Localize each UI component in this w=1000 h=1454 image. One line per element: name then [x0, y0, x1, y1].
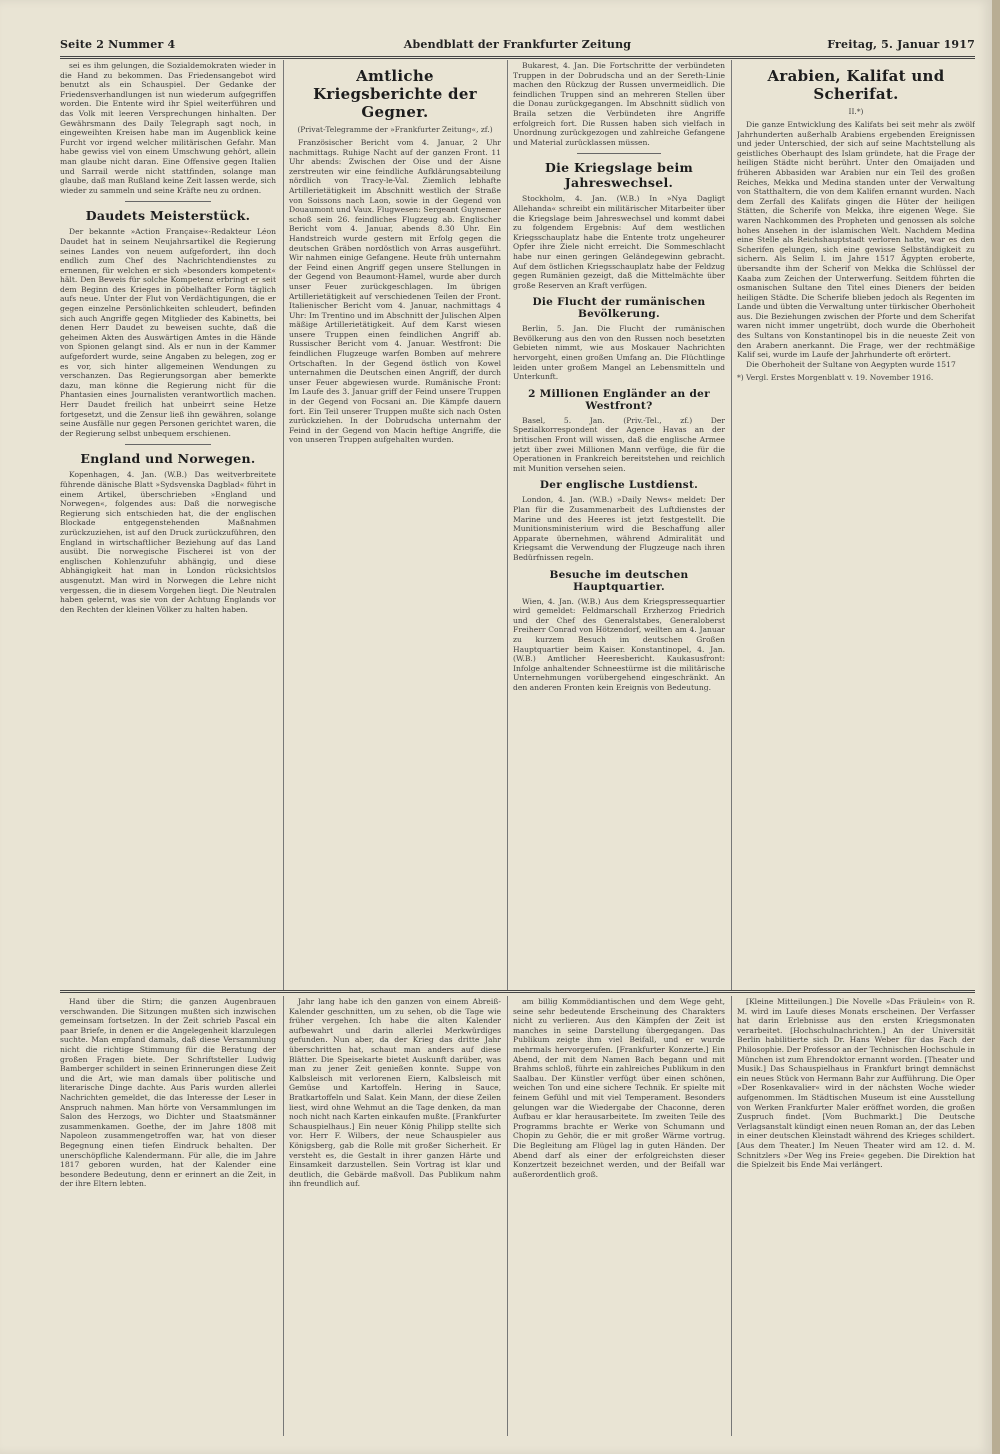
article-title-kriegsberichte: Amtliche Kriegsberichte der Gegner. [313, 67, 477, 121]
feuilleton-body-3: am billig Kommödiantischen und dem Wege geht, seine sehr bedeutende Erscheinung des Charakters nicht zu verlieren. Aus den Kämpfen der Zeit ist manches in seine Darstellung übergegangen. Das Publikum zeigte ihm viel Beifall, und er wurde mehrmals hervorgerufen. [Frankfurter Konzerte.] Ein Abend, der mit dem Namen Bach begann und mit Brahms schloß, führte ein zahlreiches Publikum in den Saalbau. Der Künstler verfügt über einen schönen, weichen Ton und eine sichere Technik. Er spielte mit feinem Gefühl und mit viel Temperament. Besonders gelungen war die Wiedergabe der Chaconne, deren Aufbau er klar herausarbeitete. Im zweiten Teile des Programms brachte er Werke von Schumann und Chopin zu Gehör, die er mit großer Wärme vortrug. Die Begleitung am Flügel lag in guten Händen. Der Abend darf als einer der erfolgreichsten dieser Konzertzeit bezeichnet werden, und der Beifall war außerordentlich groß. [513, 997, 725, 1179]
column-divider [283, 60, 284, 990]
feuilleton-column-1 [60, 997, 276, 1437]
article-title-flucht: Die Flucht der rumänischen Bevölkerung. [532, 296, 706, 321]
feuilleton-column-2 [289, 997, 501, 1437]
column-1 [60, 61, 276, 989]
article-body-hauptquartier: Wien, 4. Jan. (W.B.) Aus dem Kriegspressequartier wird gemeldet: Feldmarschall Erzherzog Friedrich und der Chef des Generalstabes, Generaloberst Freiherr Conrad von Hötzendorf, weilten am 4. Januar zu kurzem Besuch im deutschen Großen Hauptquartier beim Kaiser. Konstantinopel, 4. Jan. (W.B.) Amtlicher Heeresbericht. Kaukasusfront: Infolge anhaltender Schneestürme ist die militärische Unternehmungen vorübergehend eingeschränkt. An den anderen Fronten kein Ereignis von Bedeutung. [513, 596, 725, 692]
article-separator [125, 201, 211, 202]
article-title-kriegslage: Die Kriegslage beim Jahreswechsel. [544, 160, 694, 191]
article-continuation-front: Bukarest, 4. Jan. Die Fortschritte der verbündeten Truppen in der Dobrudscha und an der Sereth-Linie machen den Rückzug der Russen unvermeidlich. Die feindlichen Truppen sind an mehreren Stellen über die Donau zurückgegangen. Im Abschnitt südlich von Braila setzen die Verbündeten ihre Angriffe erfolgreich fort. Die Russen haben sich vielfach in Unordnung zurückgezogen und zahlreiche Gefangene und Material zurücklassen müssen. [513, 61, 725, 147]
article-title-hauptquartier: Besuche im deutschen Hauptquartier. [549, 568, 689, 593]
article-title-arabien: Arabien, Kalifat und Scherifat. [767, 67, 945, 103]
article-title-millionen: 2 Millionen Engländer an der Westfront? [528, 387, 710, 412]
page-header [60, 38, 975, 56]
column-divider [507, 60, 508, 990]
article-body-flucht: Berlin, 5. Jan. Die Flucht der rumänischen Bevölkerung aus den von den Russen noch besetzten Gebieten nimmt, wie aus Moskauer Nachrichten hervorgeht, einen großen Umfang an. Die Flüchtlinge leiden unter großem Mangel an Lebensmitteln und Unterkunft. [513, 324, 725, 382]
column-2 [289, 61, 501, 989]
article-body-lustdienst: London, 4. Jan. (W.B.) »Daily News« meldet: Der Plan für die Zusammenarbeit des Luftdienstes der Marine und des Heeres ist jetzt festgestellt. Die Munitionsministerium wird die Beschaffung aller Apparate übernehmen, während Admiralität und Kriegsamt die Verwendung der Flugzeuge nach ihren Bedürfnissen regeln. [513, 495, 725, 562]
article-separator [577, 153, 662, 154]
feuilleton-column-4 [737, 997, 975, 1437]
header-page-number: Seite 2 Nummer 4 [60, 38, 176, 51]
feuilleton-rule [60, 990, 975, 991]
header-date: Freitag, 5. Januar 1917 [827, 38, 975, 51]
article-title-lustdienst: Der englische Lustdienst. [539, 479, 699, 492]
column-divider [731, 60, 732, 990]
article-body-kriegsberichte: Französischer Bericht vom 4. Januar, 2 Uhr nachmittags. Ruhige Nacht auf der ganzen Front. 11 Uhr abends: Zwischen der Oise und der Aisne zerstreuten wir eine feindliche Aufklärungsabteilung nördlich von Tracy-le-Val. Ziemlich lebhafte Artillerietätigkeit im Abschnitt westlich der Straße von Soissons nach Laon, sowie in der Gegend von Douaumont und Vaux. Flugwesen: Sergeant Guynemer schoß sein 26. feindliches Flugzeug ab. Englischer Bericht vom 4. Januar, abends 8.30 Uhr. Ein Handstreich wurde gestern mit Erfolg gegen die deutschen Gräben nordöstlich von Arras ausgeführt. Wir nahmen einige Gefangene. Heute früh unternahm der Feind einen Angriff gegen unsere Stellungen in der Gegend von Beaumont-Hamel, wurde aber durch unser Feuer zurückgeschlagen. Im übrigen Artillerietätigkeit auf verschiedenen Teilen der Front. Italienischer Bericht vom 4. Januar, nachmittags 4 Uhr: Im Trentino und im Abschnitt der Julischen Alpen mäßige Artillerietätigkeit. Auf dem Karst wiesen unsere Truppen einen feindlichen Angriff ab. Russischer Bericht vom 4. Januar. Westfront: Die feindlichen Flugzeuge warfen Bomben auf mehrere Ortschaften. In der Gegend östlich von Kowel unternahmen die Deutschen einen Angriff, der durch unser Feuer abgewiesen wurde. Rumänische Front: Im Laufe des 3. Januar griff der Feind unsere Truppen in der Gegend von Focsani an. Die Kämpfe dauern fort. Ein Teil unserer Truppen mußte sich nach Osten zurückziehen. In der Dobrudscha unternahm der Feind in der Gegend von Macin heftige Angriffe, die von unseren Truppen aufgehalten wurden. [289, 138, 501, 445]
column-divider [507, 996, 508, 1436]
article-body-kriegslage: Stockholm, 4. Jan. (W.B.) In »Nya Dagligt Allehanda« schreibt ein militärischer Mitarbeiter über die Kriegslage beim Jahreswechsel und kommt dabei zu folgendem Ergebnis: Auf dem westlichen Kriegsschauplatz habe die Entente trotz ungeheurer Opfer ihre Ziele nicht erreicht. Die Sommeschlacht habe nur einen geringen Geländegewinn gebracht. Auf dem östlichen Kriegsschauplatz habe der Feldzug gegen Rumänien gezeigt, daß die Mittelmächte über große Reserven an Kraft verfügen. [513, 194, 725, 290]
column-divider [731, 996, 732, 1436]
article-subtitle-kriegsberichte: (Privat-Telegramme der »Frankfurter Zeitung«, zf.) [297, 125, 493, 134]
column-4 [737, 61, 975, 989]
article-body-arabien: Die ganze Entwicklung des Kalifats bei seit mehr als zwölf Jahrhunderten außerhalb Arabiens ergebenden Ereignissen und jeder Unterschied, der sich auf seine Machtstellung als geistliches Oberhaupt des Islam gründete, hat die Frage der heiligen Städte nicht berührt. Unter den Omaijaden und früheren Abbasiden war Arabien nur ein Teil des großen Reiches, Mekka und Medina standen unter der Verwaltung von Statthaltern, die von dem Kalifen ernannt wurden. Nach dem Zerfall des Kalifats gingen die Hüter der heiligen Stätten, die Scherife von Mekka, ihre eigenen Wege. Sie waren Nachkommen des Propheten und genossen als solche hohes Ansehen in der islamischen Welt. Nachdem Medina eine Stelle als Reichshauptstadt verloren hatte, war es den Scherifen gelungen, sich eine gewisse Selbständigkeit zu sichern. Als Selim I. im Jahre 1517 Ägypten eroberte, übersandte ihm der Scherif von Mekka die Schlüssel der Kaaba zum Zeichen der Unterwerfung. Seitdem führten die osmanischen Sultane den Titel eines Dieners der beiden heiligen Städte. Die Scherife blieben jedoch als Regenten im Lande und übten die Verwaltung unter türkischer Oberhoheit aus. Die Beziehungen zwischen der Pforte und dem Scherifat waren nicht immer ungetrübt, doch wurde die Oberhoheit des Sultans von Konstantinopel bis in die neueste Zeit von den Arabern anerkannt. Die Frage, wer der rechtmäßige Kalif sei, wurde im Laufe der Jahrhunderte oft erörtert. [737, 120, 975, 360]
article-closing-line: Die Oberhoheit der Sultane von Aegypten wurde 1517 [746, 359, 956, 369]
article-body-england-norwegen: Kopenhagen, 4. Jan. (W.B.) Das weitverbreitete führende dänische Blatt »Sydsvenska Dagblad« führt in einem Artikel, überschrieben »England und Norwegen«, folgendes aus: Daß die norwegische Regierung sich entschieden hat, die der englischen Blockade entgegenstehenden Maßnahmen zurückzuziehen, ist auf den Druck zurückzuführen, den England in wirtschaftlicher Beziehung auf das Land ausübt. Die norwegische Fischerei ist von der englischen Kohlenzufuhr abhängig, und diese Abhängigkeit hat man in London rücksichtslos ausgenutzt. Man wird in Norwegen die Lehre nicht vergessen, die in diesem Vorgehen liegt. Die Neutralen haben gelernt, was sie von der Achtung Englands vor den Rechten der kleinen Völker zu halten haben. [60, 470, 276, 614]
article-body-daudet: Der bekannte »Action Française«-Redakteur Léon Daudet hat in seinem Neujahrsartikel die Regierung seines Landes von neuem aufgefordert, ihn doch endlich zum Chef des Nachrichtendienstes zu ernennen, für welchen er sich »besonders kompetent« hält. Den Beweis für solche Kompetenz erbringt er seit dem Beginn des Krieges in pöbelhafter Form täglich aufs neue. Unter der Flut von Verdächtigungen, die er gegen einzelne Persönlichkeiten schleudert, befinden sich auch Angriffe gegen Mitglieder des Kabinetts, bei denen Herr Daudet zu beweisen suchte, daß die geheimen Akten des Auswärtigen Amtes in die Hände von Spionen gelangt sind. Als er nun in der Kammer aufgefordert wurde, seine Angaben zu belegen, zog er es vor, sich hinter allgemeinen Wendungen zu verschanzen. Das Regierungsorgan aber bemerkte dazu, man könne die Regierung nicht für die Phantasien eines Journalisten verantwortlich machen. Herr Daudet freilich hat unbeirrt seine Hetze fortgesetzt, und die Zensur ließ ihn gewähren, solange seine Ausfälle nur gegen Personen gerichtet waren, die der Regierung selbst unbequem erschienen. [60, 227, 276, 438]
feuilleton-body-4: [Kleine Mitteilungen.] Die Novelle »Das Fräulein« von R. M. wird im Laufe dieses Monats erscheinen. Der Verfasser hat darin Erlebnisse aus den ersten Kriegsmonaten verarbeitet. [Hochschulnachrichten.] An der Universität Berlin habilitierte sich Dr. Hans Weber für das Fach der Philosophie. Der Professor an der Technischen Hochschule in München ist zum Ehrendoktor ernannt worden. [Theater und Musik.] Das Schauspielhaus in Frankfurt bringt demnächst ein neues Stück von Hermann Bahr zur Aufführung. Die Oper »Der Rosenkavalier« wird in der nächsten Woche wieder aufgenommen. Im Städtischen Museum ist eine Ausstellung von Werken Frankfurter Maler eröffnet worden, die großen Zuspruch findet. [Vom Buchmarkt.] Die Deutsche Verlagsanstalt kündigt einen neuen Roman an, der das Leben in einer deutschen Kleinstadt während des Krieges schildert. [Aus dem Theater.] Im Neuen Theater wird am 12. d. M. Schnitzlers »Der Weg ins Freie« gegeben. Die Direktion hat die Spielzeit bis Ende Mai verlängert. [737, 997, 975, 1170]
article-body-millionen: Basel, 5. Jan. (Priv.-Tel., zf.) Der Spezialkorrespondent der Agence Havas an der britischen Front will wissen, daß die englische Armee jetzt über zwei Millionen Mann verfüge, die für die Operationen in Frankreich bereitstehen und reichlich mit Munition versehen seien. [513, 415, 725, 473]
feuilleton-rule-2 [60, 992, 975, 993]
feuilleton-body-1: Hand über die Stirn; die ganzen Augenbrauen verschwanden. Die Sitzungen mußten sich inzwischen gemeinsam fortsetzen. In der Zeit schrieb Pascal ein paar Briefe, in denen er die Angelegenheit klarzulegen suchte. Man empfand damals, daß diese Versammlung nicht die richtige Stimmung für die Beratung der großen Fragen biete. Der Schriftsteller Ludwig Bamberger schildert in seinen Erinnerungen diese Zeit und die Art, wie man damals über politische und literarische Dinge dachte. Aus Paris wurden allerlei Nachrichten gemeldet, die das Interesse der Leser in Anspruch nahmen. Man hörte von Versammlungen im Salon des Herzogs, wo Dichter und Staatsmänner zusammenkamen. Goethe, der im Jahre 1808 mit Napoleon zusammengetroffen war, hat von dieser Begegnung einen tiefen Eindruck behalten. Der unerschöpfliche Kalendermann. Für alle, die im Jahre 1817 geboren wurden, hat der Kalender eine besondere Bedeutung, denn er erinnert an die Zeit, in der ihre Eltern lebten. [60, 997, 276, 1189]
page-edge [992, 0, 1000, 1454]
header-rule [60, 56, 975, 57]
column-3 [513, 61, 725, 989]
article-separator [125, 444, 211, 445]
feuilleton-body-2: Jahr lang habe ich den ganzen von einem Abreiß-Kalender geschnitten, um zu sehen, ob die Tage wie früher vergehen. Ich habe die alten Kalender aufbewahrt und darin allerlei Merkwürdiges gefunden. Nun aber, da der Krieg das dritte Jahr überschritten hat, schaut man anders auf diese Blätter. Die Speisekarte bietet Auskunft darüber, was man zu jener Zeit genießen konnte. Suppe von Kalbsleisch mit verlorenen Eiern, Kalbsleisch mit Gemüse und Kartoffeln. Hering in Sauce, Bratkartoffeln und Salat. Kein Mann, der diese Zeilen liest, wird ohne Wehmut an die Tage denken, da man noch nicht nach Karten einkaufen mußte. [Frankfurter Schauspielhaus.] Ein neuer König Philipp stellte sich vor. Herr F. Wilbers, der neue Schauspieler aus Königsberg, gab die Rolle mit großer Sicherheit. Er versteht es, die Gestalt in ihrer ganzen Härte und Einsamkeit darzustellen. Sein Vortrag ist klar und deutlich, die Gebärde maßvoll. Das Publikum nahm ihn freundlich auf. [289, 997, 501, 1189]
header-masthead: Abendblatt der Frankfurter Zeitung [403, 38, 632, 51]
article-title-england-norwegen: England und Norwegen. [80, 451, 256, 467]
article-continuation: sei es ihm gelungen, die Sozialdemokraten wieder in die Hand zu bekommen. Das Friedensangebot wird benutzt als ein Schauspiel. Der Gedanke der Friedensverhandlungen ist nun wiederum aufgegriffen worden. Die Entente wird ihr Spiel weiterführen und das Volk mit leeren Versprechungen hinhalten. Der Gewährsmann des Daily Telegraph sagt noch, in eingeweihten Kreisen habe man im Augenblick keine Furcht vor irgend welcher militärischen Gefahr. Man habe gewiss viel von einem Umschwung gehört, allein man glaube nicht daran. Eine Offensive gegen Italien und Sarrail werde nicht stattfinden, solange man glaube, daß man Rußland keine Zeit lassen werde, sich wieder zu sammeln und seine Kräfte neu zu ordnen. [60, 61, 276, 195]
article-title-daudet: Daudets Meisterstück. [85, 208, 251, 224]
column-divider [283, 996, 284, 1436]
article-part-number: II.*) [848, 107, 864, 116]
header-rule-2 [60, 58, 975, 59]
article-footnote: *) Vergl. Erstes Morgenblatt v. 19. November 1916. [737, 373, 934, 383]
feuilleton-column-3 [513, 997, 725, 1437]
